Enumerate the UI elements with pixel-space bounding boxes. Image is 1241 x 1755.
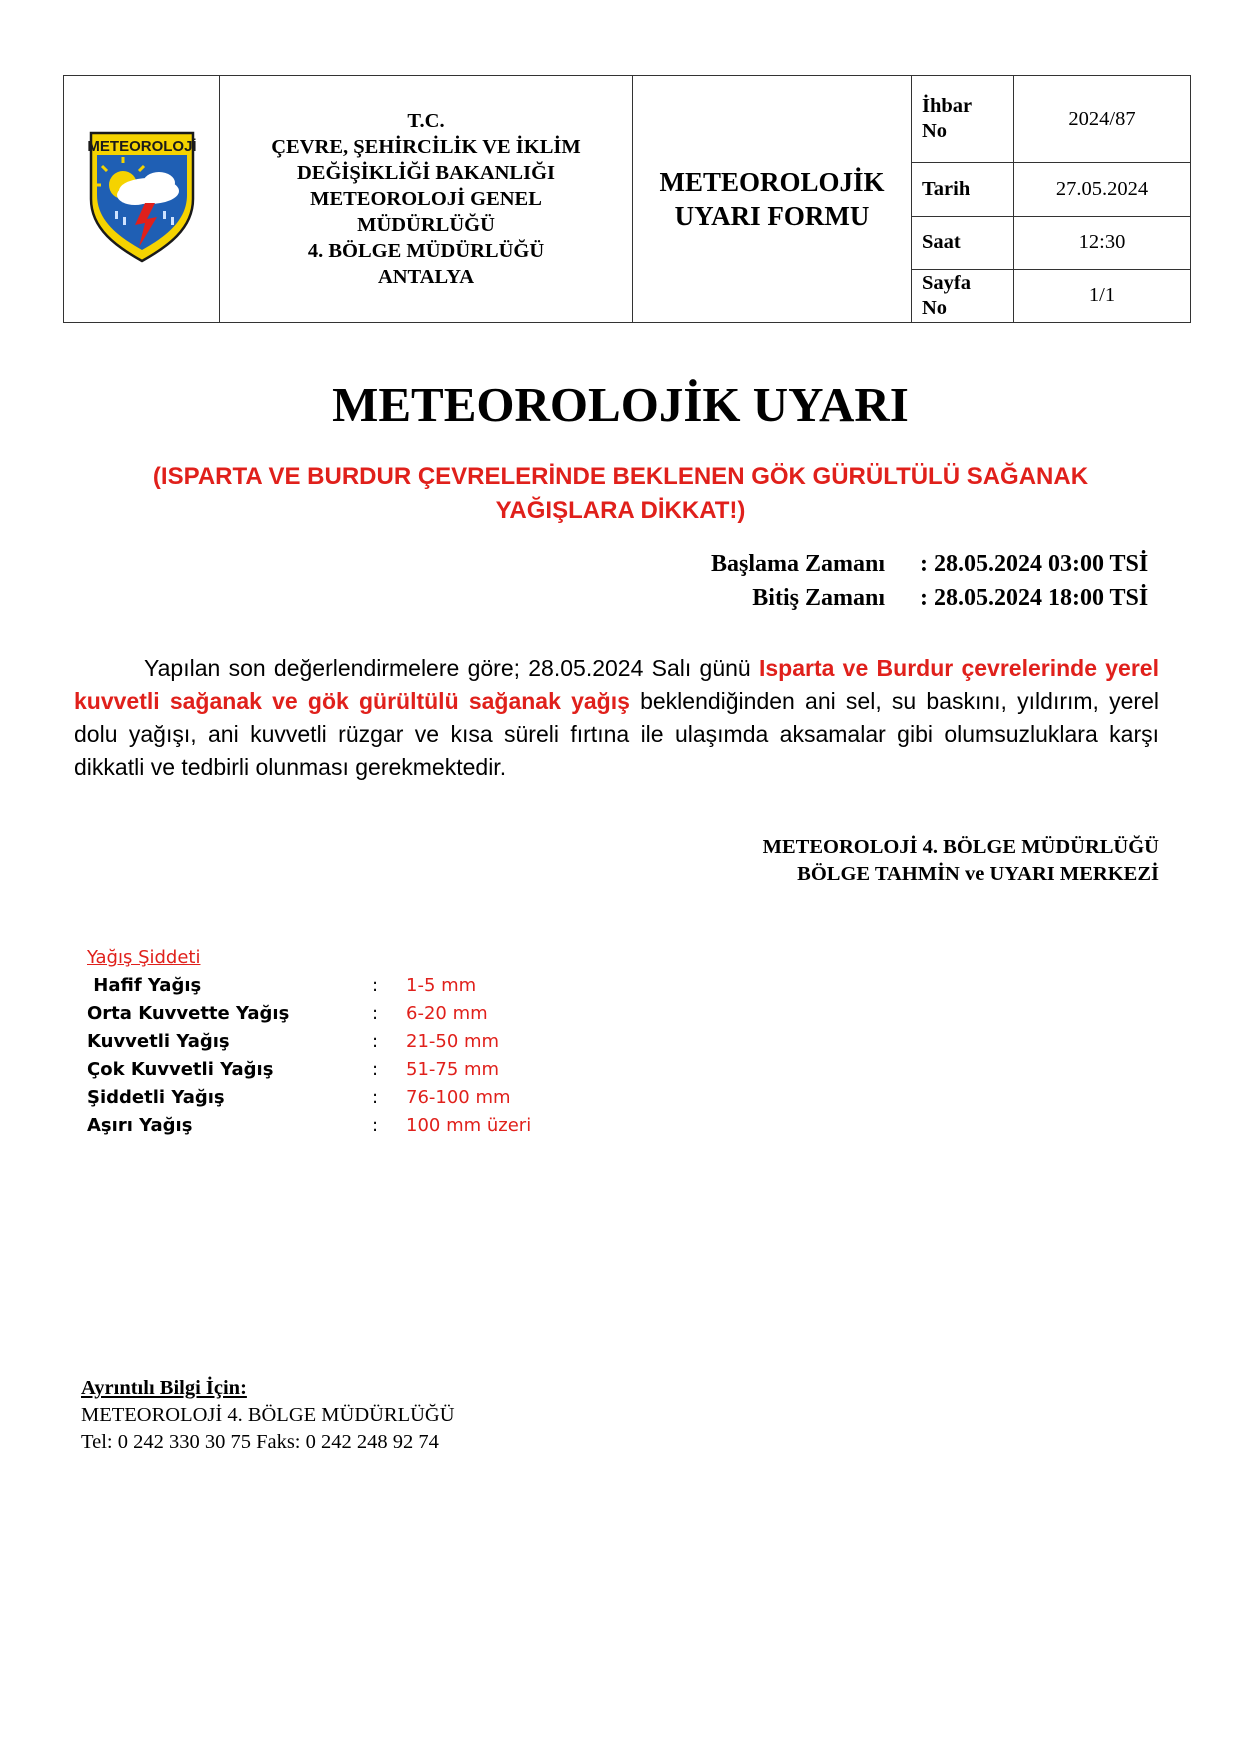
body-text-part2: beklendiğinden ani sel, su baskını, yıldırım, yerel dolu yağışı, ani kuvvetli rüzgar ve kısa süreli fırtına ile ulaşımda aksamalar gibi olumsuzluklara karşı dikkatli ve tedbirli olunması gerekmektedir.	[74, 688, 1159, 780]
contact-line: METEOROLOJİ 4. BÖLGE MÜDÜRLÜĞÜ	[81, 1404, 455, 1426]
rain-colon: :	[372, 975, 379, 996]
logo-cell	[64, 76, 220, 323]
end-time-label: Bitiş Zamanı	[752, 585, 885, 611]
signature-block	[763, 834, 1159, 888]
field-label-line: İhbar	[922, 95, 973, 118]
start-time-row	[0, 547, 1241, 581]
meteoroloji-logo	[87, 129, 197, 264]
rain-name: Çok Kuvvetli Yağış	[87, 1059, 274, 1080]
org-line: METEOROLOJİ GENEL	[310, 188, 542, 210]
org-line: T.C.	[407, 110, 445, 132]
start-time-label: Başlama Zamanı	[710, 551, 885, 577]
warning-subtitle	[100, 460, 1141, 528]
page-title: METEOROLOJİK UYARI	[332, 377, 909, 432]
org-line: DEĞİŞİKLİĞİ BAKANLIĞI	[296, 162, 556, 184]
rain-scale-row	[0, 1112, 700, 1140]
signature-line: BÖLGE TAHMİN ve UYARI MERKEZİ	[797, 863, 1159, 885]
rain-name: Şiddetli Yağış	[87, 1087, 225, 1108]
signature-line: METEOROLOJİ 4. BÖLGE MÜDÜRLÜĞÜ	[762, 836, 1159, 858]
rain-scale-row	[0, 1028, 700, 1056]
rain-name: Aşırı Yağış	[87, 1115, 193, 1136]
org-line: ANTALYA	[377, 266, 475, 288]
contact-block	[81, 1375, 455, 1456]
header-table	[63, 75, 1191, 323]
field-label-tarih	[912, 163, 1014, 216]
rain-value: 21-50 mm	[406, 1031, 500, 1052]
rain-value: 6-20 mm	[406, 1003, 488, 1024]
rain-value: 51-75 mm	[406, 1059, 500, 1080]
rain-colon: :	[372, 1059, 379, 1080]
warning-body	[74, 652, 1159, 784]
rain-colon: :	[372, 1115, 379, 1136]
organization-cell	[220, 76, 633, 323]
subtitle-line: YAĞIŞLARA DİKKAT!)	[495, 497, 746, 524]
rain-value: 1-5 mm	[406, 975, 477, 996]
rain-scale-row	[0, 972, 700, 1000]
field-label-line: No	[922, 296, 948, 319]
rain-scale-row	[0, 1084, 700, 1112]
subtitle-line: (ISPARTA VE BURDUR ÇEVRELERİNDE BEKLENEN GÖK GÜRÜLTÜLÜ SAĞANAK	[152, 463, 1089, 490]
rain-name: Orta Kuvvette Yağış	[87, 1003, 290, 1024]
end-time-row	[0, 581, 1241, 615]
rain-value: 100 mm üzeri	[406, 1115, 532, 1136]
org-line: MÜDÜRLÜĞÜ	[357, 214, 495, 236]
logo-text: METEOROLOJİ	[86, 138, 197, 155]
org-line: ÇEVRE, ŞEHİRCİLİK VE İKLİM	[271, 136, 581, 158]
rain-scale-row	[0, 1000, 700, 1028]
field-label-line: Saat	[922, 231, 961, 254]
field-label-line: Sayfa	[922, 271, 971, 294]
body-highlight: Isparta ve Burdur çevrelerinde yerel kuvvetli sağanak ve gök gürültülü sağanak yağış	[74, 655, 1159, 714]
field-label-ihbar	[912, 76, 1014, 163]
form-title-line: METEOROLOJİK	[659, 167, 885, 197]
field-label-line: Tarih	[922, 177, 971, 200]
rain-colon: :	[372, 1087, 379, 1108]
rain-value: 76-100 mm	[406, 1087, 511, 1108]
start-time-value: : 28.05.2024 03:00 TSİ	[920, 551, 1149, 577]
rain-name: Hafif Yağış	[87, 975, 202, 996]
rain-scale-row	[0, 1056, 700, 1084]
field-value-ihbar: 2024/87	[1014, 76, 1191, 163]
field-label-saat	[912, 216, 1014, 269]
rain-colon: :	[372, 1003, 379, 1024]
rain-colon: :	[372, 1031, 379, 1052]
field-value-sayfa: 1/1	[1014, 269, 1191, 322]
form-title-cell	[633, 76, 912, 323]
org-line: 4. BÖLGE MÜDÜRLÜĞÜ	[307, 240, 545, 262]
rain-name: Kuvvetli Yağış	[87, 1031, 230, 1052]
field-value-tarih: 27.05.2024	[1014, 163, 1191, 216]
rain-scale-table	[0, 972, 700, 1140]
end-time-value: : 28.05.2024 18:00 TSİ	[920, 585, 1149, 611]
field-label-sayfa	[912, 269, 1014, 322]
body-text-part1: Yapılan son değerlendirmelere göre; 28.05.2024 Salı günü	[144, 655, 759, 681]
contact-heading: Ayrıntılı Bilgi İçin:	[81, 1377, 247, 1399]
form-title-line: UYARI FORMU	[674, 201, 870, 231]
contact-phone-fax: Tel: 0 242 330 30 75 Faks: 0 242 248 92 74	[81, 1431, 439, 1453]
field-value-saat: 12:30	[1014, 216, 1191, 269]
rain-scale-heading: Yağış Şiddeti	[87, 947, 201, 968]
field-label-line: No	[922, 120, 948, 143]
